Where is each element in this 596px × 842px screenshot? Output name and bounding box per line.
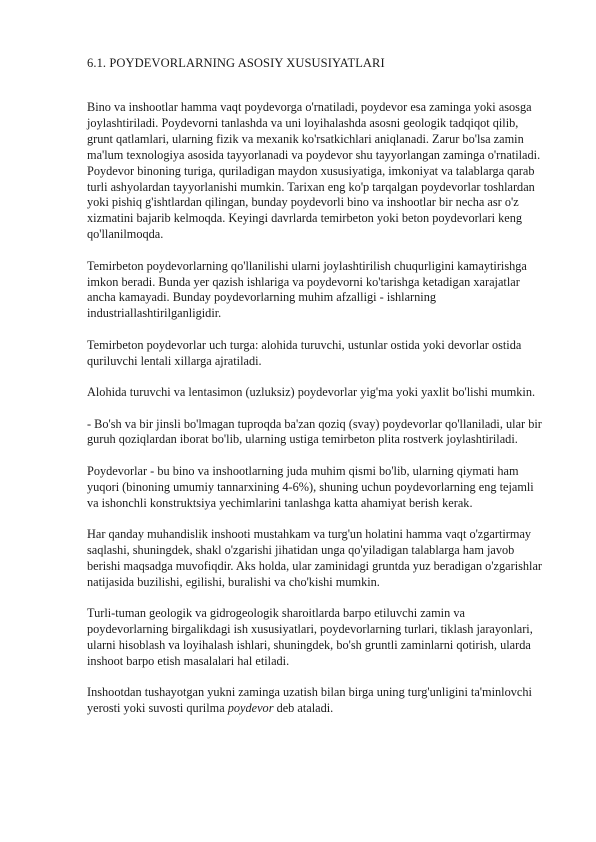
section-heading: 6.1. POYDEVORLARNING ASOSIY XUSUSIYATLARI <box>87 56 385 70</box>
paragraph-4: Alohida turuvchi va lentasimon (uzluksiz) poydevorlar yig'ma yoki yaxlit bo'lishi mumkin. <box>87 385 536 400</box>
defined-term: poydevor <box>227 701 274 716</box>
paragraph-6: Poydevorlar - bu bino va inshootlarning juda muhim qismi bo'lib, ularning qiymati ham yuqori (binoning umumiy tannarxining 4-6%), shuning uchun poydevorlarning eng tejamli va ishonchli konstruktsiya yechimlarini tanlashga katta ahamiyat berish kerak. <box>87 463 534 510</box>
paragraph-8: Turli-tuman geologik va gidrogeologik sharoitlarda barpo etiluvchi zamin va poydevorlarning birgalikdagi ish xususiyatlari, poydevorlarning turlari, tiklash jarayonlari, ularni hisoblash va loyihalash ishlari, shuningdek, bo'sh gruntli zaminlarni qotirish, ularda inshoot barpo etish masalalari hal etiladi. <box>87 606 533 668</box>
paragraph-1: Bino va inshootlar hamma vaqt poydevorga o'rnatiladi, poydevor esa zaminga yoki asosga joylashtiriladi. Poydevorni tanlashda va uni loyihalashda asosni geologik tadqiqot qilib, grunt qatlamlari, ularning fizik va mexanik ko'rsatkichlari aniqlanadi. Zarur bo'lsa zamin ma'lum texnologiya asosida tayyorlanadi va poydevor shu tayyorlangan zaminga o'rnatiladi. Poydevor binoning turiga, quriladigan maydon xususiyatiga, imkoniyat va talablarga qarab turli ashyolardan tayyorlanishi mumkin. Tarixan eng ko'p tarqalgan poydevorlar toshlardan yoki pishiq g'ishtlardan qilingan, bunday poydevorli bino va inshootlar bir necha asr o'z xizmatini bajarib kelmoqda. Keyingi davrlarda temirbeton yoki beton poydevorlari keng qo'llanilmoqda. <box>87 100 541 242</box>
definition-text: Inshootdan tushayotgan yukni zaminga uzatish bilan birga uning turg'unligini ta'minlovchi yerosti yoki suvosti qurilma <box>87 685 532 716</box>
definition-ending: deb ataladi. <box>273 701 334 716</box>
paragraph-5: - Bo'sh va bir jinsli bo'lmagan tuproqda ba'zan qoziq (svay) poydevorlar qo'llaniladi, ular bir guruh qoziqlardan iborat bo'lib, ularning ustiga temirbeton plita rostverk joylashtiriladi. <box>87 416 542 447</box>
paragraph-7: Har qanday muhandislik inshooti mustahkam va turg'un holatini hamma vaqt o'zgartirmay saqlashi, shuningdek, shakl o'zgarishi jihatidan unga qo'yiladigan talablarga ham javob berishi maqsadga muvofiqdir. Aks holda, ular zaminidagi gruntda yuz beradigan o'zgarishlar natijasida buzilishi, egilishi, buralishi va cho'kishi mumkin. <box>87 527 543 589</box>
paragraph-3: Temirbeton poydevorlar uch turga: alohida turuvchi, ustunlar ostida yoki devorlar ostida quriluvchi lentali xillarga ajratiladi. <box>87 337 522 368</box>
paragraph-2: Temirbeton poydevorlarning qo'llanilishi ularni joylashtirilish chuqurligini kamaytirishga imkon beradi. Bunda yer qazish ishlariga va poydevorni ko'tarishga ketadigan xarajatlar ancha kamayadi. Bunday poydevorlarning muhim afzalligi - ishlarning industriallashtirilganligidir. <box>87 258 527 321</box>
paragraph-9 <box>87 685 547 717</box>
body-text <box>87 100 547 717</box>
